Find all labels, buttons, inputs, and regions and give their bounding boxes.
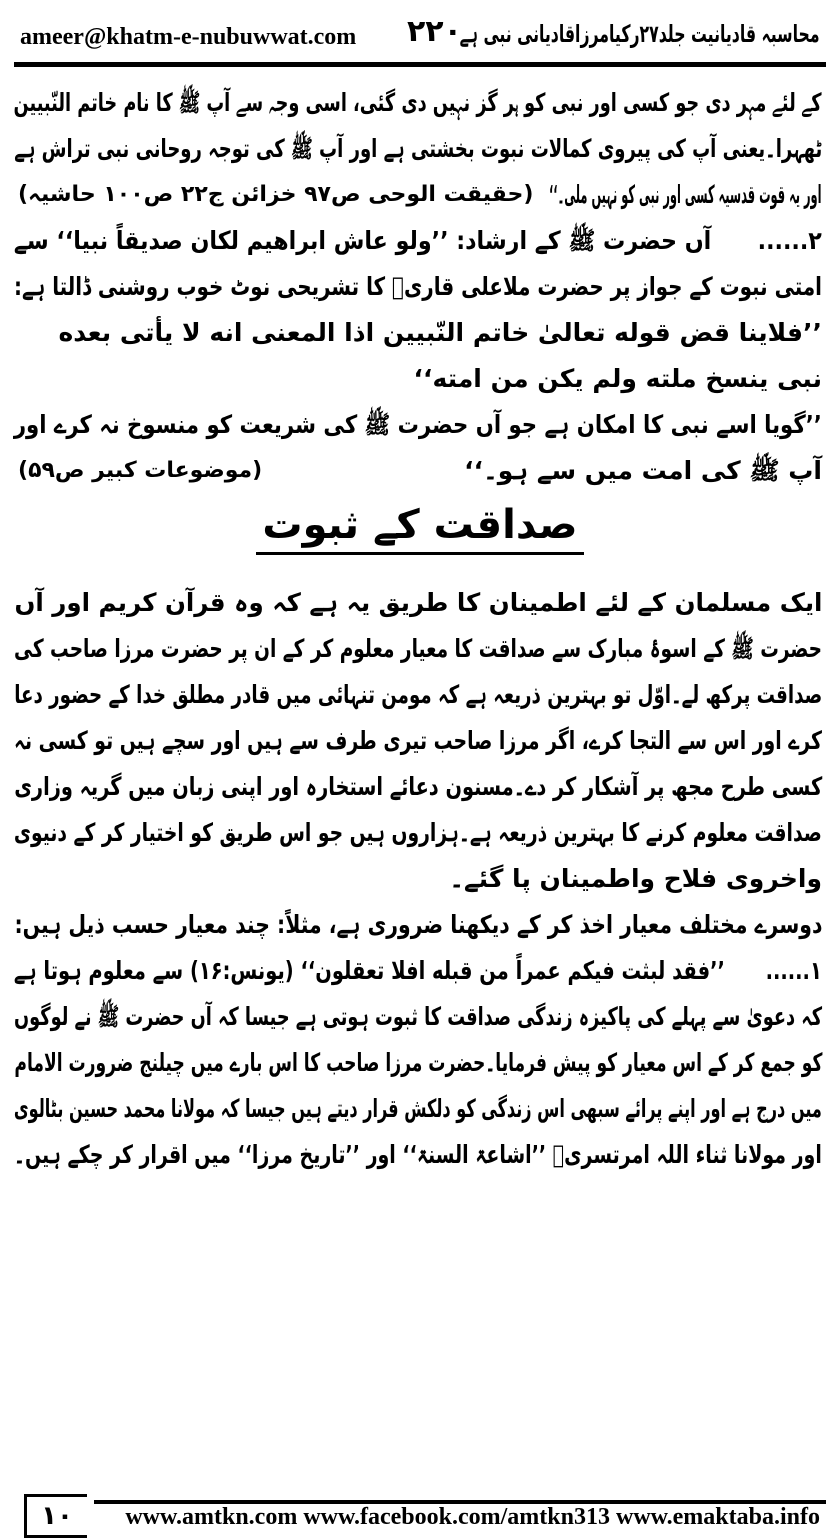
arabic-quote: ’’فقد لبثت فيكم عمراً من قبله افلا تعقلون‘‘ <box>300 956 726 985</box>
numbered-item-1 <box>14 948 826 994</box>
citation: (موضوعات کبیر ص۵۹) <box>18 458 263 483</box>
text-line: دوسرے مختلف معیار اخذ کر کے دیکھنا ضروری ہے، مثلاً: چند معیار حسب ذیل ہیں: <box>14 910 822 939</box>
text-line: کسی طرح مجھ پر آشکار کر دے۔مسنون دعائے استخارہ اور اپنی زبان میں گریہ وزاری <box>14 772 822 801</box>
item-intro: آں حضرت ﷺ کے ارشاد: ’’ <box>431 226 712 255</box>
arabic-line: ’’فلاينا قض قوله تعالىٰ خاتم النّبيين اذا المعنى انه لا يأتى بعده <box>58 318 822 347</box>
text-line: اور مولانا ثناء اللہ امرتسریؒ ’’اشاعۃ السنۃ‘‘ اور ’’تاریخ مرزا‘‘ میں اقرار کر چکے ہیں۔ <box>14 1140 822 1169</box>
section-heading-wrap <box>14 494 826 580</box>
page-header <box>14 14 826 58</box>
citation: (حقیقت الوحی ص۹۷ خزائن ج۲۲ ص۱۰۰ حاشیہ) <box>18 182 534 207</box>
item-suffix: (یونس:۱۶) سے معلوم ہوتا ہے <box>14 956 294 985</box>
page-footer <box>14 1494 826 1534</box>
text-line: امتی نبوت کے جواز پر حضرت ملاعلی قاریؒ کا تشریحی نوٹ خوب روشنی ڈالتا ہے: <box>14 272 822 301</box>
text-line: کرے اور اس سے التجا کرے، اگر مرزا صاحب تیری طرف سے ہیں اور سچے ہیں تو کسی نہ <box>14 726 822 755</box>
text-line: صداقت معلوم کرنے کا بہترین ذریعہ ہے۔ہزاروں ہیں جو اس طریق کو اختیار کر کے دنیوی <box>14 818 822 847</box>
text-line: میں درج ہے اور اپنے پرائے سبھی اس زندگی کو دلکش قرار دیتے ہیں جیسا کہ مولانا محمد حسین بٹالوی <box>13 1094 822 1123</box>
header-divider <box>14 62 826 67</box>
text-line: صداقت پرکھ لے۔اوّل تو بہترین ذریعہ ہے کہ مومن تنہائی میں قادر مطلق خدا کے حضور دعا <box>14 680 822 709</box>
page-number-urdu: ۲۲۰ <box>407 14 462 49</box>
email-address: ameer@khatm-e-nubuwwat.com <box>20 24 357 50</box>
text-line: کو جمع کر کے اس معیار کو پیش فرمایا۔حضرت مرزا صاحب کا اس بارے میں چیلنج ضرورت الامام <box>14 1048 822 1077</box>
text-line: واخروی فلاح واطمینان پا گئے۔ <box>449 864 822 893</box>
footer-links[interactable]: www.amtkn.com www.facebook.com/amtkn313 www.emaktaba.info <box>125 1504 820 1530</box>
text-line: حضرت ﷺ کے اسوۂ مبارک سے صداقت کا معیار معلوم کر کے ان پر حضرت مرزا صاحب کی <box>14 634 822 663</box>
item-suffix: ‘‘ سے <box>14 226 74 255</box>
text-line: ایک مسلمان کے لئے اطمینان کا طریق یہ ہے کہ وہ قرآن کریم اور آں <box>14 588 822 617</box>
arabic-line: نبى ينسخ ملته ولم يكن من امته‘‘ <box>413 364 822 393</box>
text-line: آپ ﷺ کی امت میں سے ہو۔‘‘ (موضوعات کبیر ص۵۹) <box>14 448 826 494</box>
item-prefix: ۱...... <box>765 956 822 985</box>
footer-page-number: ۱۰ <box>24 1494 87 1538</box>
arabic-quote: ولو عاش ابراهيم لكان صديقاً نبيا <box>73 226 432 255</box>
book-title: محاسبہ قادیانیت جلد۲۷رکیامرزاقادیانی نبی ہے <box>460 20 820 48</box>
text-line: کہ دعویٰ سے پہلے کی پاکیزہ زندگی صداقت کا ثبوت ہوتی ہے جیسا کہ آں حضرت ﷺ نے لوگوں <box>13 1002 822 1031</box>
text-line: ٹھہرا۔یعنی آپ کی پیروی کمالات نبوت بخشتی ہے اور آپ ﷺ کی توجہ روحانی نبی تراش ہے <box>14 134 822 163</box>
numbered-item-2 <box>14 218 826 264</box>
item-prefix: ۲...... <box>757 226 822 255</box>
section-heading: صداقت کے ثبوت <box>14 502 826 548</box>
text-line: کے لئے مہر دی جو کسی اور نبی کو ہر گز نہیں دی گئی، اسی وجہ سے آپ ﷺ کا نام خاتم النّبیین <box>14 88 822 117</box>
text-line: ’’گویا اسے نبی کا امکان ہے جو آں حضرت ﷺ کی شریعت کو منسوخ نہ کرے اور <box>14 410 822 439</box>
page-body <box>14 80 826 1178</box>
text-line: اور یہ قوت قدسیہ کسی اور نبی کو نہیں ملی۔‘‘ (حقیقت الوحی ص۹۷ خزائن ج۲۲ ص۱۰۰ حاشیہ) <box>14 172 826 218</box>
